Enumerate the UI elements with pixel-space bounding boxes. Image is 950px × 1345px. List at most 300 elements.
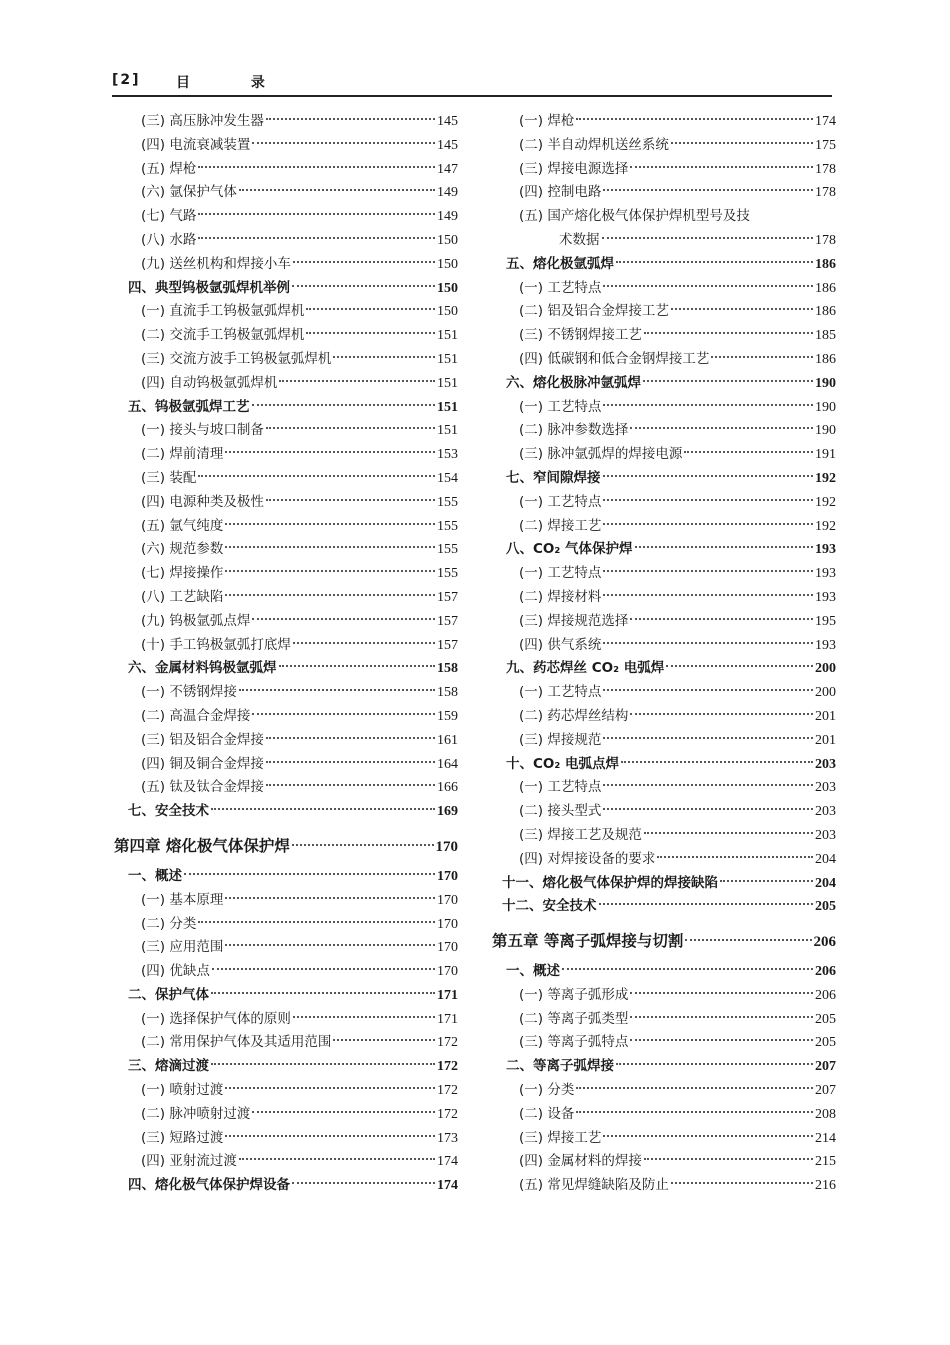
entry-page-number: 155 bbox=[437, 542, 458, 558]
entry-title: (七) 气路 bbox=[141, 208, 197, 225]
toc-subsection[interactable] bbox=[114, 753, 458, 777]
entry-page-number: 178 bbox=[815, 161, 836, 177]
entry-page-number: 192 bbox=[815, 518, 836, 534]
toc-subsection[interactable] bbox=[114, 467, 458, 491]
toc-subsection[interactable] bbox=[492, 1031, 836, 1055]
entry-title: 六、熔化极脉冲氩弧焊 bbox=[506, 374, 641, 391]
dot-leader bbox=[198, 166, 435, 168]
toc-subsection[interactable] bbox=[114, 110, 458, 134]
toc-section[interactable] bbox=[114, 984, 458, 1008]
entry-page-number: 200 bbox=[815, 661, 836, 677]
entry-page-number: 203 bbox=[815, 804, 836, 820]
toc-subsection[interactable] bbox=[492, 729, 836, 753]
toc-subsection[interactable] bbox=[114, 300, 458, 324]
entry-page-number: 170 bbox=[435, 838, 458, 855]
dot-leader bbox=[225, 1087, 435, 1089]
toc-section[interactable] bbox=[114, 800, 458, 824]
entry-title: (一) 直流手工钨极氩弧焊机 bbox=[141, 303, 305, 320]
entry-title: (三) 焊接规范 bbox=[519, 731, 602, 748]
toc-section[interactable] bbox=[492, 538, 836, 562]
entry-title: (二) 设备 bbox=[519, 1105, 575, 1122]
toc-subsection[interactable] bbox=[114, 562, 458, 586]
dot-leader bbox=[635, 546, 814, 548]
toc-subsection[interactable] bbox=[492, 776, 836, 800]
entry-title: (一) 工艺特点 bbox=[519, 279, 602, 296]
dot-leader bbox=[603, 784, 813, 786]
dot-leader bbox=[603, 808, 813, 810]
toc-subsection[interactable] bbox=[114, 913, 458, 937]
entry-page-number: 205 bbox=[815, 1011, 836, 1027]
entry-title: 一、概述 bbox=[506, 963, 560, 980]
entry-page-number: 170 bbox=[437, 892, 458, 908]
entry-page-number: 154 bbox=[437, 470, 458, 486]
toc-subsection[interactable] bbox=[492, 348, 836, 372]
entry-title: (二) 脉冲参数选择 bbox=[519, 422, 629, 439]
toc-subsection[interactable] bbox=[492, 1103, 836, 1127]
entry-page-number: 158 bbox=[437, 661, 458, 677]
toc-section[interactable] bbox=[492, 657, 836, 681]
entry-page-number: 150 bbox=[437, 256, 458, 272]
dot-leader bbox=[630, 618, 813, 620]
dot-leader bbox=[657, 856, 813, 858]
entry-title: (三) 短路过渡 bbox=[141, 1129, 224, 1146]
toc-subsection[interactable] bbox=[114, 134, 458, 158]
toc-subsection[interactable] bbox=[114, 1079, 458, 1103]
entry-title: (八) 水路 bbox=[141, 231, 197, 248]
toc-section[interactable] bbox=[492, 895, 836, 919]
entry-title: (三) 焊接电源选择 bbox=[519, 160, 629, 177]
entry-page-number: 195 bbox=[815, 613, 836, 629]
entry-title: (二) 焊接工艺 bbox=[519, 517, 602, 534]
dot-leader bbox=[252, 713, 435, 715]
entry-page-number: 151 bbox=[437, 423, 458, 439]
entry-page-number: 166 bbox=[437, 780, 458, 796]
entry-page-number: 205 bbox=[815, 1035, 836, 1051]
dot-leader bbox=[666, 665, 813, 667]
toc-left-column bbox=[114, 110, 458, 1198]
entry-title: (四) 铜及铜合金焊接 bbox=[141, 755, 264, 772]
toc-subsection[interactable] bbox=[492, 158, 836, 182]
entry-title: 十二、安全技术 bbox=[502, 898, 597, 915]
entry-page-number: 201 bbox=[815, 708, 836, 724]
dot-leader bbox=[643, 380, 813, 382]
entry-title: (四) 对焊接设备的要求 bbox=[519, 850, 656, 867]
entry-title: (三) 焊接工艺及规范 bbox=[519, 826, 642, 843]
header-rule bbox=[112, 95, 832, 97]
dot-leader bbox=[225, 451, 435, 453]
dot-leader bbox=[225, 897, 435, 899]
dot-leader bbox=[266, 118, 435, 120]
toc-subsection[interactable] bbox=[492, 848, 836, 872]
toc-subsection[interactable] bbox=[114, 1103, 458, 1127]
toc-subsection[interactable] bbox=[114, 419, 458, 443]
dot-leader bbox=[266, 737, 435, 739]
entry-title: 八、CO₂ 气体保护焊 bbox=[506, 541, 633, 558]
toc-subsection[interactable] bbox=[492, 681, 836, 705]
entry-title: (六) 规范参数 bbox=[141, 541, 224, 558]
toc-subsection[interactable] bbox=[114, 491, 458, 515]
entry-title: (二) 焊前清理 bbox=[141, 446, 224, 463]
entry-title: 十、CO₂ 电弧点焊 bbox=[506, 755, 619, 772]
entry-page-number: 164 bbox=[437, 756, 458, 772]
toc-subsection-continued[interactable] bbox=[492, 229, 836, 253]
entry-title: (四) 电源种类及极性 bbox=[141, 493, 264, 510]
toc-subsection[interactable] bbox=[114, 586, 458, 610]
toc-subsection[interactable] bbox=[114, 538, 458, 562]
entry-page-number: 174 bbox=[815, 114, 836, 129]
dot-leader bbox=[599, 903, 814, 905]
toc-subsection[interactable] bbox=[114, 515, 458, 539]
toc-subsection[interactable] bbox=[492, 824, 836, 848]
toc-subsection[interactable] bbox=[492, 1174, 836, 1198]
entry-page-number: 190 bbox=[815, 423, 836, 439]
dot-leader bbox=[603, 737, 813, 739]
entry-page-number: 203 bbox=[815, 827, 836, 843]
toc-subsection[interactable] bbox=[114, 253, 458, 277]
dot-leader bbox=[671, 1182, 813, 1184]
toc-subsection[interactable] bbox=[492, 586, 836, 610]
entry-page-number: 178 bbox=[815, 232, 836, 248]
dot-leader bbox=[306, 332, 435, 334]
entry-title: (九) 送丝机构和焊接小车 bbox=[141, 255, 291, 272]
dot-leader bbox=[603, 1135, 813, 1137]
toc-section[interactable] bbox=[492, 1055, 836, 1079]
dot-leader bbox=[279, 380, 435, 382]
entry-page-number: 214 bbox=[815, 1130, 836, 1146]
entry-page-number: 186 bbox=[815, 351, 836, 367]
entry-title: 九、药芯焊丝 CO₂ 电弧焊 bbox=[506, 660, 665, 677]
entry-page-number: 173 bbox=[437, 1130, 458, 1146]
entry-title: 五、熔化极氩弧焊 bbox=[506, 255, 614, 272]
entry-title: (五) 钛及钛合金焊接 bbox=[141, 779, 264, 796]
entry-title: (五) 焊枪 bbox=[141, 160, 197, 177]
entry-page-number: 191 bbox=[815, 447, 836, 463]
entry-page-number: 172 bbox=[437, 1083, 458, 1099]
entry-page-number: 155 bbox=[437, 566, 458, 582]
toc-subsection[interactable] bbox=[492, 1150, 836, 1174]
dot-leader bbox=[198, 921, 435, 923]
toc-subsection[interactable] bbox=[492, 515, 836, 539]
toc-section[interactable] bbox=[492, 253, 836, 277]
dot-leader bbox=[293, 261, 435, 263]
entry-page-number: 216 bbox=[815, 1178, 836, 1194]
dot-leader bbox=[292, 285, 435, 287]
entry-page-number: 201 bbox=[815, 732, 836, 748]
entry-title: 十一、熔化极气体保护焊的焊接缺陷 bbox=[502, 874, 718, 891]
entry-page-number: 178 bbox=[815, 185, 836, 201]
entry-page-number: 174 bbox=[437, 1154, 458, 1170]
entry-title: (一) 选择保护气体的原则 bbox=[141, 1010, 291, 1027]
entry-page-number: 151 bbox=[437, 351, 458, 367]
dot-leader bbox=[576, 118, 813, 120]
entry-page-number: 150 bbox=[437, 304, 458, 320]
entry-page-number: 155 bbox=[437, 494, 458, 510]
entry-title: 六、金属材料钨极氩弧焊 bbox=[128, 660, 277, 677]
dot-leader bbox=[306, 308, 435, 310]
toc-subsection[interactable] bbox=[492, 277, 836, 301]
toc-subsection[interactable] bbox=[114, 610, 458, 634]
dot-leader bbox=[603, 642, 813, 644]
entry-page-number: 161 bbox=[437, 732, 458, 748]
page-title: 目 录 bbox=[176, 75, 293, 91]
entry-page-number: 170 bbox=[437, 964, 458, 980]
toc-chapter[interactable] bbox=[114, 830, 458, 863]
toc-subsection[interactable] bbox=[492, 1008, 836, 1032]
dot-leader bbox=[198, 237, 435, 239]
dot-leader bbox=[292, 844, 434, 846]
toc-subsection[interactable] bbox=[492, 1079, 836, 1103]
toc-subsection[interactable] bbox=[114, 634, 458, 658]
entry-page-number: 175 bbox=[815, 137, 836, 153]
entry-page-number: 149 bbox=[437, 209, 458, 225]
toc-subsection[interactable] bbox=[114, 158, 458, 182]
entry-page-number: 147 bbox=[437, 161, 458, 177]
toc-section[interactable] bbox=[492, 960, 836, 984]
toc-section[interactable] bbox=[114, 657, 458, 681]
entry-page-number: 203 bbox=[815, 756, 836, 772]
entry-title: (一) 工艺特点 bbox=[519, 493, 602, 510]
toc-section[interactable] bbox=[114, 277, 458, 301]
dot-leader bbox=[602, 237, 814, 239]
entry-title: 第五章 等离子弧焊接与切割 bbox=[492, 932, 684, 951]
toc-section[interactable] bbox=[492, 372, 836, 396]
entry-title: (二) 交流手工钨极氩弧焊机 bbox=[141, 327, 305, 344]
entry-title: 三、熔滴过渡 bbox=[128, 1058, 209, 1075]
entry-title: (七) 焊接操作 bbox=[141, 565, 224, 582]
dot-leader bbox=[644, 832, 813, 834]
dot-leader bbox=[616, 261, 813, 263]
entry-title: (一) 焊枪 bbox=[519, 113, 575, 129]
dot-leader bbox=[603, 570, 813, 572]
toc-subsection[interactable] bbox=[492, 984, 836, 1008]
entry-page-number: 149 bbox=[437, 185, 458, 201]
dot-leader bbox=[292, 1182, 435, 1184]
entry-page-number: 155 bbox=[437, 518, 458, 534]
dot-leader bbox=[603, 594, 813, 596]
entry-page-number: 174 bbox=[437, 1178, 458, 1194]
dot-leader bbox=[603, 404, 813, 406]
dot-leader bbox=[630, 713, 813, 715]
toc-subsection[interactable] bbox=[492, 705, 836, 729]
dot-leader bbox=[293, 1016, 435, 1018]
dot-leader bbox=[266, 427, 435, 429]
dot-leader bbox=[225, 1135, 435, 1137]
entry-title: (二) 高温合金焊接 bbox=[141, 707, 251, 724]
entry-page-number: 172 bbox=[437, 1106, 458, 1122]
dot-leader bbox=[252, 142, 435, 144]
entry-title: (三) 交流方波手工钨极氩弧焊机 bbox=[141, 350, 332, 367]
toc-section[interactable] bbox=[492, 467, 836, 491]
entry-title: 二、等离子弧焊接 bbox=[506, 1058, 614, 1075]
entry-title: (二) 等离子弧类型 bbox=[519, 1010, 629, 1027]
toc-subsection[interactable] bbox=[492, 491, 836, 515]
dot-leader bbox=[630, 992, 813, 994]
entry-title: (一) 基本原理 bbox=[141, 891, 224, 908]
entry-title: (二) 分类 bbox=[141, 915, 197, 932]
toc-subsection[interactable] bbox=[114, 1031, 458, 1055]
dot-leader bbox=[603, 689, 813, 691]
dot-leader bbox=[279, 665, 436, 667]
toc-chapter[interactable] bbox=[492, 925, 836, 958]
entry-page-number: 150 bbox=[437, 232, 458, 248]
entry-title: (三) 应用范围 bbox=[141, 939, 224, 956]
entry-title: (二) 药芯焊丝结构 bbox=[519, 707, 629, 724]
dot-leader bbox=[562, 968, 813, 970]
entry-page-number: 158 bbox=[437, 685, 458, 701]
toc-subsection[interactable] bbox=[114, 181, 458, 205]
dot-leader bbox=[333, 356, 435, 358]
toc-subsection[interactable] bbox=[492, 324, 836, 348]
dot-leader bbox=[720, 880, 813, 882]
entry-page-number: 170 bbox=[437, 916, 458, 932]
toc-subsection[interactable] bbox=[114, 205, 458, 229]
toc-subsection[interactable] bbox=[114, 681, 458, 705]
entry-title: (一) 等离子弧形成 bbox=[519, 986, 629, 1003]
dot-leader bbox=[225, 546, 435, 548]
toc-subsection[interactable] bbox=[492, 205, 836, 229]
dot-leader bbox=[684, 451, 813, 453]
entry-title: 二、保护气体 bbox=[128, 986, 209, 1003]
entry-title: (四) 优缺点 bbox=[141, 963, 210, 980]
entry-page-number: 157 bbox=[437, 589, 458, 605]
entry-title: (二) 脉冲喷射过渡 bbox=[141, 1105, 251, 1122]
entry-page-number: 207 bbox=[815, 1083, 836, 1099]
dot-leader bbox=[630, 427, 813, 429]
toc-subsection[interactable] bbox=[114, 229, 458, 253]
entry-title: (四) 金属材料的焊接 bbox=[519, 1153, 642, 1170]
entry-title: (一) 喷射过渡 bbox=[141, 1082, 224, 1099]
toc-section[interactable] bbox=[492, 872, 836, 896]
entry-title: 七、窄间隙焊接 bbox=[506, 469, 601, 486]
toc-section[interactable] bbox=[114, 1174, 458, 1198]
toc-subsection[interactable] bbox=[492, 300, 836, 324]
toc-section[interactable] bbox=[114, 1055, 458, 1079]
dot-leader bbox=[211, 808, 435, 810]
entry-title: (九) 钨极氩弧点焊 bbox=[141, 612, 251, 629]
dot-leader bbox=[644, 332, 813, 334]
dot-leader bbox=[603, 499, 813, 501]
toc-subsection[interactable] bbox=[114, 889, 458, 913]
entry-title: (四) 低碳钢和低合金钢焊接工艺 bbox=[519, 350, 710, 367]
dot-leader bbox=[239, 689, 435, 691]
toc-subsection[interactable] bbox=[114, 1127, 458, 1151]
entry-page-number: 169 bbox=[437, 804, 458, 820]
dot-leader bbox=[239, 189, 435, 191]
dot-leader bbox=[576, 1111, 813, 1113]
entry-page-number: 206 bbox=[813, 934, 836, 951]
entry-page-number: 159 bbox=[437, 708, 458, 724]
toc-subsection[interactable] bbox=[114, 936, 458, 960]
dot-leader bbox=[198, 213, 435, 215]
toc-section[interactable] bbox=[114, 396, 458, 420]
entry-page-number: 186 bbox=[815, 256, 836, 272]
toc-subsection[interactable] bbox=[114, 1150, 458, 1174]
entry-page-number: 157 bbox=[437, 637, 458, 653]
dot-leader bbox=[603, 475, 814, 477]
dot-leader bbox=[685, 939, 811, 941]
entry-title: (二) 常用保护气体及其适用范围 bbox=[141, 1034, 332, 1051]
toc-subsection[interactable] bbox=[492, 800, 836, 824]
entry-page-number: 192 bbox=[815, 470, 836, 486]
dot-leader bbox=[252, 618, 435, 620]
dot-leader bbox=[225, 594, 435, 596]
entry-page-number: 207 bbox=[815, 1059, 836, 1075]
toc-subsection[interactable] bbox=[492, 134, 836, 158]
toc-subsection[interactable] bbox=[492, 443, 836, 467]
entry-page-number: 151 bbox=[437, 328, 458, 344]
entry-title: (一) 不锈钢焊接 bbox=[141, 684, 237, 701]
entry-title: 四、熔化极气体保护焊设备 bbox=[128, 1177, 290, 1194]
entry-title: (四) 自动钨极氩弧焊机 bbox=[141, 374, 278, 391]
entry-title: (四) 亚射流过渡 bbox=[141, 1153, 237, 1170]
dot-leader bbox=[603, 285, 813, 287]
dot-leader bbox=[252, 1111, 435, 1113]
toc-subsection[interactable] bbox=[114, 324, 458, 348]
toc-subsection[interactable] bbox=[492, 419, 836, 443]
entry-title: 第四章 熔化极气体保护焊 bbox=[114, 836, 290, 855]
entry-title: (四) 电流衰减装置 bbox=[141, 136, 251, 153]
entry-title: (三) 脉冲氩弧焊的焊接电源 bbox=[519, 446, 683, 463]
toc-right-column bbox=[492, 110, 836, 1198]
entry-title: 七、安全技术 bbox=[128, 803, 209, 820]
entry-title: (三) 铝及铝合金焊接 bbox=[141, 731, 264, 748]
toc-subsection[interactable] bbox=[114, 348, 458, 372]
entry-page-number: 203 bbox=[815, 780, 836, 796]
toc-subsection[interactable] bbox=[114, 705, 458, 729]
entry-page-number: 145 bbox=[437, 114, 458, 129]
toc-subsection[interactable] bbox=[492, 634, 836, 658]
entry-title: (三) 装配 bbox=[141, 469, 197, 486]
entry-page-number: 193 bbox=[815, 589, 836, 605]
toc-subsection[interactable] bbox=[114, 372, 458, 396]
entry-page-number: 170 bbox=[437, 940, 458, 956]
toc-subsection[interactable] bbox=[114, 776, 458, 800]
toc-section[interactable] bbox=[114, 865, 458, 889]
toc-subsection[interactable] bbox=[492, 181, 836, 205]
dot-leader bbox=[225, 523, 435, 525]
toc-subsection[interactable] bbox=[114, 443, 458, 467]
dot-leader bbox=[266, 761, 435, 763]
entry-page-number: 206 bbox=[815, 964, 836, 980]
entry-page-number: 185 bbox=[815, 328, 836, 344]
entry-page-number: 193 bbox=[815, 566, 836, 582]
dot-leader bbox=[603, 189, 813, 191]
toc-subsection[interactable] bbox=[492, 562, 836, 586]
entry-title: (三) 高压脉冲发生器 bbox=[141, 113, 264, 129]
entry-title: (四) 供气系统 bbox=[519, 636, 602, 653]
entry-page-number: 186 bbox=[815, 280, 836, 296]
entry-page-number: 206 bbox=[815, 987, 836, 1003]
entry-title: (八) 工艺缺陷 bbox=[141, 588, 224, 605]
toc-subsection[interactable] bbox=[492, 396, 836, 420]
entry-page-number: 157 bbox=[437, 613, 458, 629]
toc-subsection[interactable] bbox=[492, 610, 836, 634]
toc-subsection[interactable] bbox=[114, 729, 458, 753]
entry-page-number: 200 bbox=[815, 685, 836, 701]
entry-title: (一) 接头与坡口制备 bbox=[141, 422, 264, 439]
dot-leader bbox=[576, 1087, 813, 1089]
entry-page-number: 150 bbox=[437, 280, 458, 296]
dot-leader bbox=[239, 1158, 435, 1160]
entry-title: (五) 常见焊缝缺陷及防止 bbox=[519, 1177, 669, 1194]
toc-subsection[interactable] bbox=[114, 960, 458, 984]
dot-leader bbox=[266, 784, 435, 786]
toc-subsection[interactable] bbox=[114, 1008, 458, 1032]
entry-title: (三) 不锈钢焊接工艺 bbox=[519, 327, 642, 344]
toc-section[interactable] bbox=[492, 753, 836, 777]
toc-subsection[interactable] bbox=[492, 1127, 836, 1151]
toc-subsection[interactable] bbox=[492, 110, 836, 134]
